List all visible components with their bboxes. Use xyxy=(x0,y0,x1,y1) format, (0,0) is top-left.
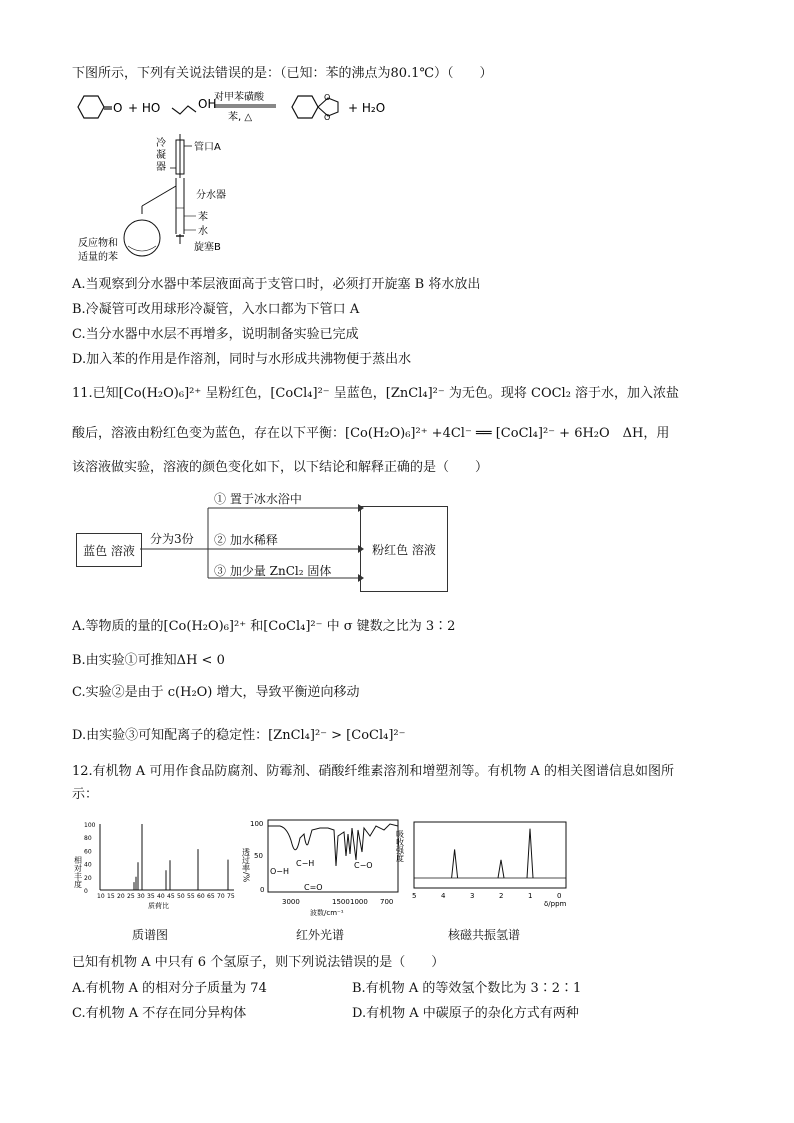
q11-line3: 该溶液做实验，溶液的颜色变化如下，以下结论和解释正确的是（ ） xyxy=(72,460,489,475)
product-ring xyxy=(292,96,318,118)
ms-xtick: 65 xyxy=(207,893,215,900)
ms-xtick: 40 xyxy=(157,893,165,900)
reagent2-oh: OH xyxy=(198,97,217,111)
nmr-xlabel: δ/ppm xyxy=(544,900,567,908)
nmr-ylabel: 吸收强度 xyxy=(395,830,405,862)
q11-line1: 11.已知[Co(H₂O)₆]²⁺ 呈粉红色，[CoCl₄]²⁻ 呈蓝色，[ZnCl₄]²⁻ 为无色。现将 COCl₂ 溶于水，加入浓盐 xyxy=(72,386,680,401)
ir-xtick-700: 700 xyxy=(380,898,394,906)
nmr-xtick: 1 xyxy=(528,892,533,900)
ir-xtick-3000: 3000 xyxy=(282,898,300,906)
cyclohexanone-ring xyxy=(78,96,104,118)
ms-ylabel: 相对丰度 xyxy=(73,856,83,888)
flow-step1: ① 置于冰水浴中 xyxy=(214,492,302,506)
q11-option-d: D.由实验③可知配离子的稳定性：[ZnCl₄]²⁻ > [CoCl₄]²⁻ xyxy=(72,728,406,743)
q11-line2: 酸后，溶液由粉红色变为蓝色，存在以下平衡：[Co(H₂O)₆]²⁺ +4Cl⁻ ══ [CoCl₄]²⁻ + 6H₂O ΔH，用 xyxy=(72,426,670,441)
nmr-xtick: 4 xyxy=(441,892,446,900)
ms-xtick: 55 xyxy=(187,893,195,900)
reagent1-o: O xyxy=(113,101,123,115)
cond-top: 对甲苯磺酸 xyxy=(214,92,264,103)
ir-trace xyxy=(268,824,398,866)
ir-xlabel: 波数/cm⁻¹ xyxy=(310,909,344,917)
flow-start-box: 蓝色 溶液 xyxy=(76,533,142,567)
ethylene-glycol-chain xyxy=(172,106,196,114)
flask-label-2: 适量的苯 xyxy=(78,252,118,263)
plus2: + H₂O xyxy=(348,101,386,115)
q10-reaction-equation xyxy=(72,90,402,126)
ms-caption: 质谱图 xyxy=(132,928,169,942)
condenser-label-2: 凝 xyxy=(156,150,166,161)
ir-ytick-100: 100 xyxy=(250,820,264,828)
separator-label: 分水器 xyxy=(196,190,226,201)
q10-option-b: B.冷凝管可改用球形冷凝管，入水口都为下管口 A xyxy=(72,302,360,317)
stopcock-label: 旋塞B xyxy=(194,242,221,253)
ir-caption: 红外光谱 xyxy=(296,928,345,942)
ms-ytick: 0 xyxy=(84,888,88,895)
ms-xtick: 15 xyxy=(107,893,115,900)
ms-xtick: 25 xyxy=(127,893,135,900)
ms-xtick: 50 xyxy=(177,893,185,900)
plus1: + HO xyxy=(128,101,161,115)
nmr-spectrum-chart xyxy=(395,820,574,908)
nmr-peak xyxy=(527,829,533,878)
ms-ytick: 20 xyxy=(84,874,92,882)
q11-option-b: B.由实验①可推知ΔH < 0 xyxy=(72,653,225,668)
flow-split-label: 分为3份 xyxy=(150,532,194,546)
q12-line1: 12.有机物 A 可用作食品防腐剂、防霉剂、硝酸纤维素溶剂和增塑剂等。有机物 A 的相关图谱信息如图所 xyxy=(72,764,674,779)
ms-xtick: 45 xyxy=(167,893,175,900)
ms-ytick: 80 xyxy=(84,835,92,843)
q10-option-c: C.当分水器中水层不再增多，说明制备实验已完成 xyxy=(72,327,359,342)
ms-ytick: 60 xyxy=(84,848,92,856)
dean-stark-apparatus xyxy=(72,134,252,270)
ir-label-co-double: C=O xyxy=(304,883,323,892)
ms-xtick: 35 xyxy=(147,893,155,900)
ir-label-co-single: C−O xyxy=(354,861,373,870)
ms-xtick: 60 xyxy=(197,893,205,900)
flow-step3: ③ 加少量 ZnCl₂ 固体 xyxy=(214,564,332,578)
flow-end-box: 粉红色 溶液 xyxy=(360,506,448,592)
ms-xlabel: 质荷比 xyxy=(148,902,169,910)
ms-ytick: 100 xyxy=(84,822,96,829)
nmr-peak xyxy=(452,849,458,878)
tube-a-label: 管口A xyxy=(194,142,221,153)
svg-text:O: O xyxy=(324,93,331,102)
nmr-xtick: 5 xyxy=(412,892,417,900)
nmr-xtick: 2 xyxy=(499,892,504,900)
q12-option-b: B.有机物 A 的等效氢个数比为 3∶2∶1 xyxy=(352,981,582,996)
condenser-label-3: 器 xyxy=(156,162,166,173)
mass-spectrum-chart xyxy=(74,816,242,912)
ir-label-oh: O−H xyxy=(270,867,290,876)
ms-xtick: 70 xyxy=(217,893,225,900)
nmr-caption: 核磁共振氢谱 xyxy=(448,928,521,942)
q12-line2: 示： xyxy=(72,787,99,802)
q10-stem: 下图所示，下列有关说法错误的是：（已知：苯的沸点为80.1℃）（ ） xyxy=(72,66,493,81)
q11-option-a: A.等物质的量的[Co(H₂O)₆]²⁺ 和[CoCl₄]²⁻ 中 σ 键数之比为 3∶2 xyxy=(72,619,456,634)
nmr-xtick: 0 xyxy=(557,892,562,900)
ir-label-ch: C−H xyxy=(296,859,315,868)
ir-xtick-1000: 1000 xyxy=(350,898,368,906)
ir-ytick-0: 0 xyxy=(260,886,265,894)
q10-option-d: D.加入苯的作用是作溶剂，同时与水形成共沸物便于蒸出水 xyxy=(72,352,412,367)
ms-xtick: 20 xyxy=(117,893,125,900)
ms-ytick: 40 xyxy=(84,861,92,869)
ms-xtick: 30 xyxy=(137,893,145,900)
q12-option-a: A.有机物 A 的相对分子质量为 74 xyxy=(72,981,267,996)
q11-option-c: C.实验②是由于 c(H₂O) 增大，导致平衡逆向移动 xyxy=(72,685,360,700)
ms-xtick: 75 xyxy=(227,893,235,900)
benzene-label: 苯 xyxy=(198,212,208,223)
q12-option-c: C.有机物 A 不存在同分异构体 xyxy=(72,1006,247,1021)
svg-text:O: O xyxy=(324,113,331,122)
ir-xtick-1500: 1500 xyxy=(332,898,350,906)
ir-ytick-50: 50 xyxy=(254,852,263,860)
q10-option-a: A.当观察到分水器中苯层液面高于支管口时，必须打开旋塞 B 将水放出 xyxy=(72,277,481,292)
q12-question: 已知有机物 A 中只有 6 个氢原子，则下列说法错误的是（ ） xyxy=(72,955,445,970)
flask-label-1: 反应物和 xyxy=(78,238,118,249)
flow-step2: ② 加水稀释 xyxy=(214,533,278,547)
ir-ylabel: 透过率/% xyxy=(241,848,251,883)
nmr-peak xyxy=(498,860,504,878)
condenser-label-1: 冷 xyxy=(156,138,166,149)
ms-xtick: 10 xyxy=(97,893,105,900)
water-label: 水 xyxy=(198,226,208,237)
q12-option-d: D.有机物 A 中碳原子的杂化方式有两种 xyxy=(352,1006,579,1021)
round-bottom-flask xyxy=(124,220,160,256)
ir-spectrum-chart xyxy=(240,814,406,918)
nmr-xtick: 3 xyxy=(470,892,475,900)
cond-bottom: 苯, △ xyxy=(228,112,253,123)
